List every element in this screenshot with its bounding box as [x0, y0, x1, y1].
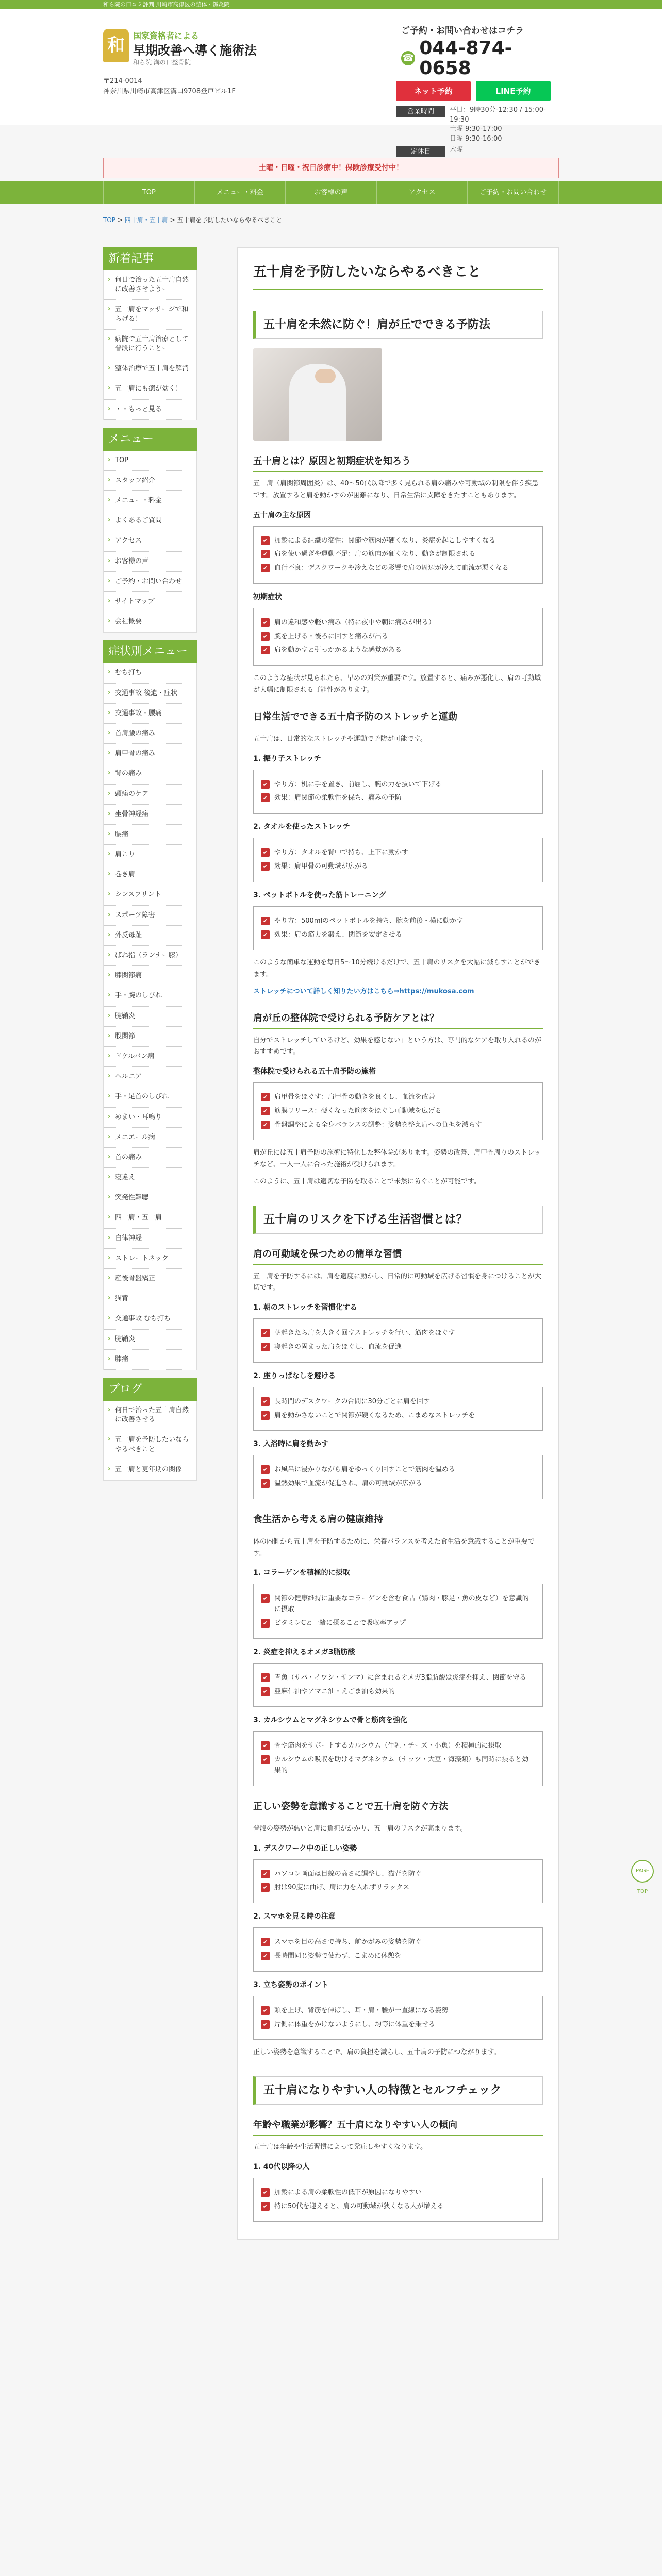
- checklist-item: ✔ 肩を動かすと引っかかるような感覚がある: [261, 645, 535, 656]
- site-logo[interactable]: [103, 29, 258, 70]
- sidebar-item-symptom[interactable]: › スポーツ障害: [104, 906, 196, 926]
- sub-heading: 肩が丘の整体院で受けられる予防ケアとは？: [253, 1011, 543, 1029]
- paragraph: このような症状が見られたら、早めの対策が重要です。放置すると、痛みが悪化し、肩の可動域が大幅に制限される可能性があります。: [253, 674, 541, 694]
- minor-heading: 初期症状: [253, 592, 282, 601]
- sidebar-heading-blog: ブログ: [103, 1378, 197, 1401]
- checklist-item: ✔ 肩を使い過ぎや運動不足：肩の筋肉が硬くなり、動きが制限される: [261, 549, 535, 560]
- notice-banner: 土曜・日曜・祝日診療中！保険診療受付中！: [103, 158, 559, 178]
- paragraph: 五十肩を予防するには、肩を適度に動かし、日常的に可動域を広げる習慣を身につけることが大切です。: [253, 1272, 541, 1292]
- sidebar-item-newest[interactable]: › 病院で五十肩治療として普段に行うことー: [104, 330, 196, 359]
- sidebar-item-symptom[interactable]: › 手・腕のしびれ: [104, 986, 196, 1006]
- checklist-item: ✔ 効果：肩の筋力を鍛え、関節を安定させる: [261, 930, 535, 941]
- sidebar-heading-symptoms: 症状別メニュー: [103, 640, 197, 663]
- minor-heading: 整体院で受けられる五十肩予防の施術: [253, 1067, 376, 1076]
- nav-access[interactable]: アクセス: [376, 181, 468, 204]
- minor-heading: 2. スマホを見る時の注意: [253, 1912, 336, 1921]
- checklist-item: ✔ 長時間同じ姿勢で使わず、こまめに休憩を: [261, 1951, 535, 1962]
- logo-note: 和ら院 溝の口整骨院: [133, 59, 191, 66]
- checklist-item: ✔ やり方：机に手を置き、前屈し、腕の力を抜いて下げる: [261, 779, 535, 790]
- sidebar-item-symptom[interactable]: › 巻き肩: [104, 865, 196, 885]
- checklist-item: ✔ 効果：肩関節の柔軟性を保ち、痛みの予防: [261, 793, 535, 804]
- page-title: 五十肩を予防したいならやるべきこと: [253, 262, 543, 290]
- contact-box: [396, 25, 561, 159]
- sidebar-item-menu[interactable]: › サイトマップ: [104, 592, 196, 612]
- checklist: [253, 1859, 543, 1904]
- sidebar-item-symptom[interactable]: › 腱鞘炎: [104, 1007, 196, 1027]
- main-content: [237, 247, 559, 2240]
- sidebar-item-blog[interactable]: › 何日で治った五十肩自然に改善させる: [104, 1401, 196, 1430]
- breadcrumb-home[interactable]: TOP: [103, 216, 116, 224]
- sidebar-item-menu[interactable]: › ご予約・お問い合わせ: [104, 572, 196, 592]
- checklist: [253, 1731, 543, 1786]
- checklist-item: ✔ 効果：肩甲骨の可動域が広がる: [261, 861, 535, 872]
- sidebar-item-symptom[interactable]: › ばね指（ランナー膝）: [104, 946, 196, 966]
- checklist-item: ✔ 腕を上げる・後ろに回すと痛みが出る: [261, 632, 535, 642]
- checklist-item: ✔ 肩を動かさないことで関節が硬くなるため、こまめなストレッチを: [261, 1411, 535, 1421]
- sidebar-heading-newest: 新着記事: [103, 247, 197, 270]
- checklist-item: ✔ 関節の健康維持に重要なコラーゲンを含む食品（鶏肉・豚足・魚の皮など）を意識的に摂取: [261, 1594, 535, 1615]
- sidebar-item-symptom[interactable]: › 突発性難聴: [104, 1188, 196, 1208]
- sidebar-item-symptom[interactable]: › 首の痛み: [104, 1148, 196, 1168]
- paragraph: 普段の姿勢が悪いと肩に負担がかかり、五十肩のリスクが高まります。: [253, 1824, 467, 1833]
- checklist-item: ✔ 筋膜リリース：硬くなった筋肉をほぐし可動域を広げる: [261, 1106, 535, 1117]
- sidebar-item-symptom[interactable]: › 手・足首のしびれ: [104, 1087, 196, 1107]
- sidebar-item-symptom[interactable]: › シンスプリント: [104, 885, 196, 905]
- checklist-item: ✔ やり方：500mlのペットボトルを持ち、腕を前後・横に動かす: [261, 916, 535, 927]
- sidebar-item-symptom[interactable]: › むち打ち: [104, 663, 196, 683]
- sidebar-item-symptom[interactable]: › 首肩腰の痛み: [104, 724, 196, 744]
- checklist-item: ✔ 亜麻仁油やアマニ油・えごま油も効果的: [261, 1687, 535, 1698]
- sidebar-item-symptom[interactable]: › 産後骨盤矯正: [104, 1269, 196, 1289]
- sidebar-item-symptom[interactable]: › 膝痛: [104, 1350, 196, 1370]
- checklist-item: ✔ 特に50代を迎えると、肩の可動域が狭くなる人が増える: [261, 2201, 535, 2212]
- logo-mark: 和: [103, 29, 129, 62]
- sidebar-item-symptom[interactable]: › 膝関節痛: [104, 966, 196, 986]
- sidebar-item-symptom[interactable]: › 股関節: [104, 1027, 196, 1047]
- checklist-item: ✔ 青魚（サバ・イワシ・サンマ）に含まれるオメガ3脂肪酸は炎症を抑え、関節を守る: [261, 1673, 535, 1684]
- checklist-item: ✔ パソコン画面は目線の高さに調整し、猫背を防ぐ: [261, 1869, 535, 1880]
- minor-heading: 3. カルシウムとマグネシウムで骨と筋肉を強化: [253, 1716, 408, 1725]
- sub-heading: 肩の可動域を保つための簡単な習慣: [253, 1247, 543, 1265]
- paragraph: 肩が丘には五十肩予防の施術に特化した整体院があります。姿勢の改善、肩甲骨周りのストレッチなど、一人一人に合った施術が受けられます。: [253, 1149, 541, 1169]
- checklist-item: ✔ 骨盤調整による全身バランスの調整：姿勢を整え肩への負担を減らす: [261, 1120, 535, 1131]
- checklist-item: ✔ 頭を上げ、背筋を伸ばし、耳・肩・腰が一直線になる姿勢: [261, 2006, 535, 2016]
- sub-heading: 年齢や職業が影響？五十肩になりやすい人の傾向: [253, 2118, 543, 2136]
- sidebar-item-blog[interactable]: › 五十肩と更年期の関係: [104, 1460, 196, 1480]
- paragraph: 五十肩は、日常的なストレッチや運動で予防が可能です。: [253, 735, 427, 743]
- checklist: [253, 526, 543, 584]
- checklist: [253, 1455, 543, 1499]
- minor-heading: 2. 炎症を抑えるオメガ3脂肪酸: [253, 1648, 355, 1656]
- breadcrumb: TOP > 四十肩・五十肩 > 五十肩を予防したいならやるべきこと: [103, 216, 283, 224]
- sub-heading: 食生活から考える肩の健康維持: [253, 1513, 543, 1530]
- checklist: [253, 1387, 543, 1431]
- minor-heading: 1. コラーゲンを積極的に摂取: [253, 1569, 350, 1578]
- site-header: [0, 9, 662, 156]
- symptom-list: [103, 663, 197, 1370]
- breadcrumb-parent[interactable]: 四十肩・五十肩: [124, 216, 168, 224]
- sidebar-item-newest[interactable]: › 五十肩にも癒が効く！: [104, 379, 196, 399]
- sidebar-item-symptom[interactable]: › 肩こり: [104, 845, 196, 865]
- paragraph: 体の内側から五十肩を予防するために、栄養バランスを考えた食生活を意識することが重要です。: [253, 1537, 535, 1557]
- closed-value: 木曜: [450, 146, 464, 155]
- line-reserve-button[interactable]: LINE予約: [476, 81, 551, 101]
- sub-heading: 正しい姿勢を意識することで五十肩を防ぐ方法: [253, 1800, 543, 1817]
- address-line: 神奈川県川崎市高津区溝口9708登戸ビル1F: [103, 87, 236, 95]
- checklist: [253, 1663, 543, 1707]
- checklist-item: ✔ やり方：タオルを背中で持ち、上下に動かす: [261, 848, 535, 858]
- sidebar-item-symptom[interactable]: › 猫背: [104, 1289, 196, 1309]
- paragraph: このように、五十肩は適切な予防を取ることで未然に防ぐことが可能です。: [253, 1177, 481, 1185]
- global-nav: [0, 181, 662, 204]
- paragraph: 五十肩（肩関節周囲炎）は、40〜50代以降で多く見られる肩の痛みや可動域の制限を伴う疾患です。放置すると肩を動かすのが困難になり、日常生活に支障をきたすこともあります。: [253, 480, 539, 499]
- section-heading: 五十肩のリスクを下げる生活習慣とは？: [253, 1206, 543, 1234]
- sidebar-item-symptom[interactable]: › 背の痛み: [104, 764, 196, 784]
- sidebar-item-symptom[interactable]: › 交通事故 後遺・症状: [104, 684, 196, 704]
- checklist-item: ✔ 朝起きたら肩を大きく回すストレッチを行い、筋肉をほぐす: [261, 1328, 535, 1339]
- phone-text[interactable]: 044-874-0658: [419, 37, 512, 79]
- checklist-item: ✔ スマホを目の高さで持ち、前かがみの姿勢を防ぐ: [261, 1937, 535, 1948]
- sidebar-item-symptom[interactable]: › 交通事故 むち打ち: [104, 1309, 196, 1329]
- nav-voice[interactable]: お客様の声: [285, 181, 376, 204]
- checklist-item: ✔ 肩の違和感や軽い痛み（特に夜中や朝に痛みが出る）: [261, 618, 535, 629]
- sidebar-item-symptom[interactable]: › 腱鞘炎: [104, 1330, 196, 1350]
- sidebar-item-symptom[interactable]: › 腰痛: [104, 825, 196, 845]
- sidebar-item-newest[interactable]: › ・・もっと見る: [104, 400, 196, 420]
- logo-sub: 国家資格者による: [133, 31, 200, 41]
- minor-heading: 1. デスクワーク中の正しい姿勢: [253, 1844, 357, 1853]
- sidebar-item-symptom[interactable]: › 交通事故・腰痛: [104, 704, 196, 724]
- net-reserve-button[interactable]: ネット予約: [396, 81, 471, 101]
- blog-list: [103, 1401, 197, 1481]
- sidebar-item-symptom[interactable]: › 寝違え: [104, 1168, 196, 1188]
- sidebar-item-symptom[interactable]: › ドケルバン病: [104, 1047, 196, 1067]
- sidebar-item-menu[interactable]: › お客様の声: [104, 552, 196, 572]
- hours-value: 平日：9時30分-12:30 / 15:00-19:30 土曜 9:30-17:00 日曜 9:30-16:00: [450, 106, 546, 143]
- sub-heading: 五十肩とは？原因と初期症状を知ろう: [253, 454, 543, 472]
- phone-number[interactable]: [396, 38, 561, 79]
- paragraph: 五十肩は年齢や生活習慣によって発症しやすくなります。: [253, 2143, 427, 2151]
- hero-image: [253, 348, 382, 441]
- sidebar-item-menu[interactable]: › メニュー・料金: [104, 491, 196, 511]
- stretch-link[interactable]: ストレッチについて詳しく知りたい方はこちら⇒https://mukosa.com: [253, 987, 474, 995]
- nav-top[interactable]: TOP: [103, 181, 194, 204]
- checklist-item: ✔ お風呂に浸かりながら肩をゆっくり回すことで筋肉を温める: [261, 1465, 535, 1476]
- minor-heading: 1. 振り子ストレッチ: [253, 754, 321, 763]
- sidebar-item-symptom[interactable]: › ストレートネック: [104, 1249, 196, 1269]
- section-heading: 五十肩を未然に防ぐ！肩が丘でできる予防法: [253, 311, 543, 339]
- sidebar-item-symptom[interactable]: › 四十肩・五十肩: [104, 1208, 196, 1228]
- paragraph: 自分でストレッチしているけど、効果を感じない」という方は、専門的なケアを取り入れるのがおすすめです。: [253, 1036, 541, 1056]
- closed-label: 定休日: [396, 146, 445, 157]
- checklist: [253, 1318, 543, 1363]
- checklist-item: ✔ 加齢による組織の変性：関節や筋肉が硬くなり、炎症を起こしやすくなる: [261, 536, 535, 547]
- checklist-item: ✔ 肘は90度に曲げ、肩に力を入れずリラックス: [261, 1883, 535, 1893]
- zip-code: 〒214-0014: [103, 77, 142, 85]
- sidebar-item-menu[interactable]: › スタッフ紹介: [104, 471, 196, 491]
- sidebar-item-blog[interactable]: › 五十肩を予防したいならやるべきこと: [104, 1430, 196, 1460]
- sidebar-item-symptom[interactable]: › 肩甲骨の痛み: [104, 744, 196, 764]
- sidebar-item-symptom[interactable]: › めまい・耳鳴り: [104, 1108, 196, 1128]
- minor-heading: 2. 座りっぱなしを避ける: [253, 1371, 336, 1380]
- minor-heading: 3. 入浴時に肩を動かす: [253, 1440, 328, 1449]
- checklist: [253, 2178, 543, 2222]
- paragraph: このような簡単な運動を毎日5〜10分続けるだけで、五十肩のリスクを大幅に減らすことができます。: [253, 959, 541, 979]
- checklist-item: ✔ ビタミンCと一緒に摂ることで吸収率アップ: [261, 1618, 535, 1629]
- sidebar-item-symptom[interactable]: › 坐骨神経痛: [104, 805, 196, 825]
- checklist-item: ✔ 長時間のデスクワークの合間に30分ごとに肩を回す: [261, 1397, 535, 1408]
- checklist: [253, 770, 543, 814]
- contact-lead: ご予約・お問い合わせはコチラ: [401, 26, 524, 36]
- checklist: [253, 608, 543, 666]
- paragraph: 正しい姿勢を意識することで、肩の負担を減らし、五十肩の予防につながります。: [253, 2048, 501, 2057]
- checklist-item: ✔ 片側に体重をかけないようにし、均等に体重を乗せる: [261, 2020, 535, 2030]
- checklist-item: ✔ カルシウムの吸収を助けるマグネシウム（ナッツ・大豆・海藻類）も同時に摂ると効果的: [261, 1755, 535, 1776]
- checklist: [253, 906, 543, 951]
- sidebar-item-symptom[interactable]: › 自律神経: [104, 1229, 196, 1249]
- sidebar: [103, 247, 197, 1481]
- sidebar-item-symptom[interactable]: › 外反母趾: [104, 926, 196, 946]
- hours-label: 営業時間: [396, 106, 445, 117]
- top-bar: 和ら院の口コミ評判 川崎市高津区の整体・鍼灸院: [0, 0, 662, 9]
- checklist: [253, 1927, 543, 1972]
- checklist: [253, 1584, 543, 1638]
- nav-menu[interactable]: メニュー・料金: [194, 181, 286, 204]
- sidebar-item-menu[interactable]: › 会社概要: [104, 612, 196, 632]
- phone-icon: ☎: [401, 51, 415, 65]
- checklist-item: ✔ 温熱効果で血流が促進され、肩の可動域が広がる: [261, 1479, 535, 1489]
- minor-heading: 3. 立ち姿勢のポイント: [253, 1980, 328, 1989]
- sidebar-item-menu[interactable]: › よくあるご質問: [104, 511, 196, 531]
- checklist: [253, 1082, 543, 1140]
- sub-heading: 日常生活でできる五十肩予防のストレッチと運動: [253, 710, 543, 727]
- sidebar-item-symptom[interactable]: › 頭痛のケア: [104, 785, 196, 805]
- sidebar-item-newest[interactable]: › 何日で治った五十肩自然に改善させようー: [104, 270, 196, 300]
- minor-heading: 3. ペットボトルを使った筋トレーニング: [253, 891, 386, 900]
- checklist-item: ✔ 寝起きの固まった肩をほぐし、血流を促進: [261, 1342, 535, 1353]
- address: [103, 76, 236, 96]
- sidebar-item-menu[interactable]: › アクセス: [104, 531, 196, 551]
- menu-list: [103, 451, 197, 633]
- sidebar-item-newest[interactable]: › 整体治療で五十肩を解消: [104, 359, 196, 379]
- breadcrumb-current: 五十肩を予防したいならやるべきこと: [177, 216, 283, 224]
- checklist: [253, 838, 543, 882]
- sidebar-item-symptom[interactable]: › ヘルニア: [104, 1067, 196, 1087]
- sidebar-item-symptom[interactable]: › メニエール病: [104, 1128, 196, 1148]
- minor-heading: 1. 朝のストレッチを習慣化する: [253, 1303, 357, 1312]
- sidebar-item-newest[interactable]: › 五十肩をマッサージで和らげる！: [104, 300, 196, 329]
- page-top-button[interactable]: PAGE TOP: [631, 1860, 654, 1883]
- sidebar-heading-menu: メニュー: [103, 428, 197, 451]
- logo-main: 早期改善へ導く施術法: [133, 43, 257, 58]
- section-heading: 五十肩になりやすい人の特徴とセルフチェック: [253, 2076, 543, 2105]
- checklist-item: ✔ 肩甲骨をほぐす：肩甲骨の動きを良くし、血流を改善: [261, 1092, 535, 1103]
- minor-heading: 2. タオルを使ったストレッチ: [253, 823, 350, 832]
- minor-heading: 五十肩の主な原因: [253, 511, 311, 519]
- nav-contact[interactable]: ご予約・お問い合わせ: [467, 181, 559, 204]
- sidebar-item-menu[interactable]: › TOP: [104, 451, 196, 471]
- business-hours: [396, 106, 561, 157]
- checklist-item: ✔ 血行不良：デスクワークや冷えなどの影響で肩の周辺が冷えて血流が悪くなる: [261, 563, 535, 574]
- checklist-item: ✔ 骨や筋肉をサポートするカルシウム（牛乳・チーズ・小魚）を積極的に摂取: [261, 1741, 535, 1752]
- checklist: [253, 1996, 543, 2040]
- checklist-item: ✔ 加齢による肩の柔軟性の低下が原因になりやすい: [261, 2188, 535, 2198]
- newest-list: [103, 270, 197, 420]
- minor-heading: 1. 40代以降の人: [253, 2162, 310, 2171]
